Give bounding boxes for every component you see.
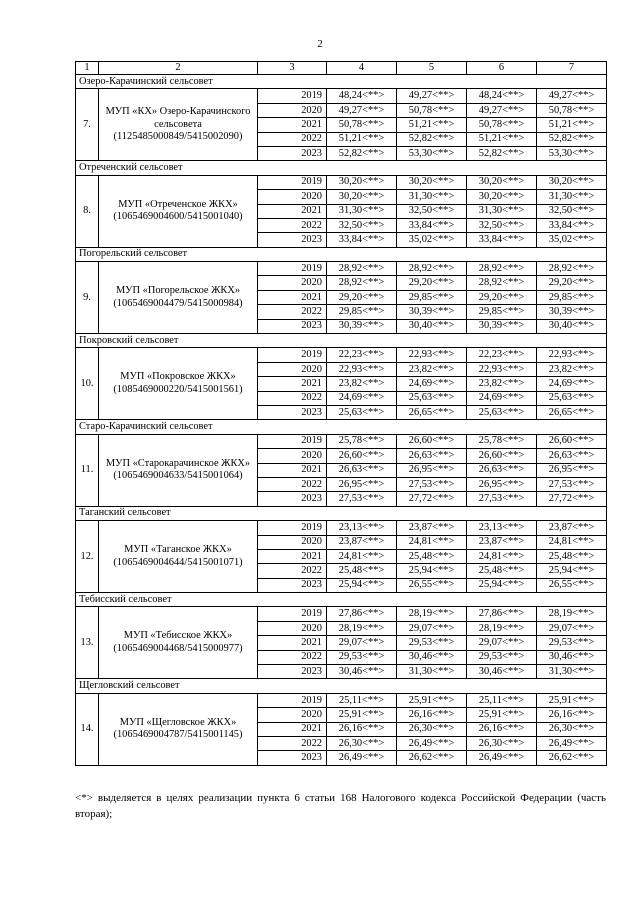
tariff-value: 26,60<**> — [537, 434, 607, 448]
tariff-value: 26,60<**> — [397, 434, 467, 448]
column-number: 1 — [76, 62, 99, 75]
table-row — [76, 175, 607, 189]
tariff-value: 30,20<**> — [327, 175, 397, 189]
year-cell: 2021 — [258, 722, 327, 736]
tariff-value: 30,40<**> — [537, 319, 607, 333]
tariff-value: 25,48<**> — [467, 564, 537, 578]
table-row — [76, 521, 607, 535]
tariff-value: 30,46<**> — [327, 665, 397, 679]
tariff-value: 49,27<**> — [537, 89, 607, 103]
section-header-row — [76, 593, 607, 607]
section-name: Щегловский сельсовет — [76, 679, 607, 693]
tariff-value: 23,87<**> — [467, 535, 537, 549]
section-name: Покровский сельсовет — [76, 334, 607, 348]
tariff-value: 25,48<**> — [537, 549, 607, 563]
tariff-value: 26,95<**> — [537, 463, 607, 477]
tariff-value: 26,49<**> — [327, 751, 397, 765]
tariff-value: 24,69<**> — [537, 377, 607, 391]
tariff-value: 30,39<**> — [397, 305, 467, 319]
year-cell: 2022 — [258, 305, 327, 319]
tariff-value: 30,20<**> — [327, 190, 397, 204]
tariff-value: 33,84<**> — [397, 218, 467, 232]
tariff-value: 26,16<**> — [537, 708, 607, 722]
tariff-value: 22,93<**> — [537, 348, 607, 362]
tariff-value: 29,85<**> — [537, 290, 607, 304]
tariff-value: 30,46<**> — [537, 650, 607, 664]
year-cell: 2020 — [258, 276, 327, 290]
tariff-value: 26,62<**> — [397, 751, 467, 765]
tariff-value: 25,11<**> — [327, 693, 397, 707]
tariff-value: 29,53<**> — [467, 650, 537, 664]
tariff-value: 30,46<**> — [397, 650, 467, 664]
tariff-value: 23,82<**> — [537, 362, 607, 376]
tariff-value: 27,53<**> — [397, 477, 467, 491]
tariff-value: 25,63<**> — [327, 405, 397, 419]
year-cell: 2022 — [258, 736, 327, 750]
year-cell: 2022 — [258, 218, 327, 232]
organization-name: МУП «Щегловское ЖКХ» (1065469004787/5415001145) — [99, 693, 258, 765]
tariff-value: 51,21<**> — [327, 132, 397, 146]
tariff-value: 25,94<**> — [327, 578, 397, 592]
tariff-value: 26,95<**> — [397, 463, 467, 477]
row-number: 11. — [76, 434, 99, 506]
tariff-value: 26,55<**> — [537, 578, 607, 592]
tariff-value: 26,30<**> — [397, 722, 467, 736]
year-cell: 2019 — [258, 262, 327, 276]
tariff-value: 35,02<**> — [537, 233, 607, 247]
year-cell: 2022 — [258, 564, 327, 578]
row-number: 12. — [76, 521, 99, 593]
tariff-value: 49,27<**> — [467, 103, 537, 117]
year-cell: 2022 — [258, 650, 327, 664]
table-row — [76, 607, 607, 621]
tariff-value: 49,27<**> — [327, 103, 397, 117]
table-row — [76, 262, 607, 276]
year-cell: 2020 — [258, 449, 327, 463]
year-cell: 2021 — [258, 377, 327, 391]
row-number: 14. — [76, 693, 99, 765]
row-number: 13. — [76, 607, 99, 679]
tariff-value: 25,48<**> — [327, 564, 397, 578]
tariff-value: 51,21<**> — [397, 118, 467, 132]
tariff-value: 26,63<**> — [327, 463, 397, 477]
year-cell: 2019 — [258, 89, 327, 103]
tariff-value: 24,69<**> — [467, 391, 537, 405]
tariff-value: 26,65<**> — [537, 405, 607, 419]
column-number: 7 — [537, 62, 607, 75]
year-cell: 2023 — [258, 233, 327, 247]
tariff-value: 30,46<**> — [467, 665, 537, 679]
tariff-value: 52,82<**> — [537, 132, 607, 146]
organization-name: МУП «Старокарачинское ЖКХ» (1065469004633/5415001064) — [99, 434, 258, 506]
year-cell: 2021 — [258, 549, 327, 563]
tariff-value: 27,86<**> — [467, 607, 537, 621]
section-name: Озеро-Карачинский сельсовет — [76, 75, 607, 89]
tariff-value: 30,40<**> — [397, 319, 467, 333]
year-cell: 2023 — [258, 146, 327, 160]
tariff-value: 28,19<**> — [537, 607, 607, 621]
tariff-value: 29,07<**> — [537, 621, 607, 635]
year-cell: 2023 — [258, 578, 327, 592]
organization-name: МУП «Отреченское ЖКХ» (1065469004600/5415001040) — [99, 175, 258, 247]
organization-name: МУП «Тебисское ЖКХ» (1065469004468/5415000977) — [99, 607, 258, 679]
tariff-value: 51,21<**> — [467, 132, 537, 146]
tariff-value: 26,16<**> — [327, 722, 397, 736]
column-number-row — [76, 62, 607, 75]
tariff-value: 29,53<**> — [327, 650, 397, 664]
tariff-value: 33,84<**> — [327, 233, 397, 247]
year-cell: 2020 — [258, 190, 327, 204]
year-cell: 2020 — [258, 621, 327, 635]
tariff-value: 26,60<**> — [467, 449, 537, 463]
section-header-row — [76, 334, 607, 348]
tariff-value: 26,30<**> — [537, 722, 607, 736]
tariff-value: 25,91<**> — [467, 708, 537, 722]
table-row — [76, 693, 607, 707]
tariff-value: 27,72<**> — [397, 492, 467, 506]
tariff-value: 52,82<**> — [327, 146, 397, 160]
tariff-value: 22,93<**> — [397, 348, 467, 362]
section-header-row — [76, 679, 607, 693]
tariff-value: 31,30<**> — [397, 190, 467, 204]
tariff-value: 25,94<**> — [467, 578, 537, 592]
year-cell: 2022 — [258, 391, 327, 405]
tariff-value: 28,92<**> — [327, 276, 397, 290]
organization-name: МУП «Погорельское ЖКХ» (1065469004479/5415000984) — [99, 262, 258, 334]
tariff-value: 29,20<**> — [327, 290, 397, 304]
tariff-value: 22,23<**> — [467, 348, 537, 362]
tariff-value: 28,92<**> — [327, 262, 397, 276]
tariff-value: 24,69<**> — [397, 377, 467, 391]
tariff-value: 30,20<**> — [397, 175, 467, 189]
tariff-value: 52,82<**> — [467, 146, 537, 160]
year-cell: 2019 — [258, 521, 327, 535]
tariff-value: 48,24<**> — [467, 89, 537, 103]
tariff-value: 30,20<**> — [467, 175, 537, 189]
tariff-value: 29,20<**> — [537, 276, 607, 290]
column-number: 3 — [258, 62, 327, 75]
tariff-value: 24,81<**> — [537, 535, 607, 549]
tariff-value: 23,87<**> — [537, 521, 607, 535]
tariff-value: 22,23<**> — [327, 348, 397, 362]
table-row — [76, 434, 607, 448]
tariff-value: 32,50<**> — [467, 218, 537, 232]
tariff-value: 25,91<**> — [537, 693, 607, 707]
section-header-row — [76, 161, 607, 175]
section-header-row — [76, 506, 607, 520]
tariff-value: 27,53<**> — [537, 477, 607, 491]
year-cell: 2022 — [258, 132, 327, 146]
tariff-value: 49,27<**> — [397, 89, 467, 103]
tariff-value: 26,63<**> — [467, 463, 537, 477]
tariff-value: 25,78<**> — [327, 434, 397, 448]
tariff-value: 28,19<**> — [467, 621, 537, 635]
tariff-value: 31,30<**> — [327, 204, 397, 218]
tariff-value: 24,69<**> — [327, 391, 397, 405]
tariff-value: 25,91<**> — [327, 708, 397, 722]
year-cell: 2021 — [258, 118, 327, 132]
section-name: Старо-Карачинский сельсовет — [76, 420, 607, 434]
tariff-value: 50,78<**> — [467, 118, 537, 132]
tariff-value: 25,63<**> — [537, 391, 607, 405]
tariff-value: 28,92<**> — [467, 276, 537, 290]
tariff-value: 26,95<**> — [467, 477, 537, 491]
tariff-value: 32,50<**> — [537, 204, 607, 218]
year-cell: 2023 — [258, 319, 327, 333]
tariff-value: 25,48<**> — [397, 549, 467, 563]
year-cell: 2019 — [258, 607, 327, 621]
tariff-value: 26,95<**> — [327, 477, 397, 491]
tariff-value: 24,81<**> — [327, 549, 397, 563]
tariff-value: 26,49<**> — [537, 736, 607, 750]
tariff-value: 33,84<**> — [467, 233, 537, 247]
tariff-value: 25,78<**> — [467, 434, 537, 448]
column-number: 5 — [397, 62, 467, 75]
tariff-value: 26,30<**> — [467, 736, 537, 750]
tariff-value: 29,07<**> — [327, 636, 397, 650]
section-name: Таганский сельсовет — [76, 506, 607, 520]
footnote: <*> выделяется в целях реализации пункта 6 статьи 168 Налогового кодекса Российской Федерации (часть вторая); — [75, 792, 606, 820]
tariff-value: 29,20<**> — [397, 276, 467, 290]
tariff-value: 25,91<**> — [397, 693, 467, 707]
tariff-value: 28,92<**> — [537, 262, 607, 276]
tariff-value: 29,85<**> — [327, 305, 397, 319]
tariff-value: 26,49<**> — [467, 751, 537, 765]
tariff-value: 31,30<**> — [467, 204, 537, 218]
organization-name: МУП «КХ» Озеро-Карачинского сельсовета (1125485000849/5415002090) — [99, 89, 258, 161]
tariff-value: 50,78<**> — [397, 103, 467, 117]
section-header-row — [76, 247, 607, 261]
tariff-value: 32,50<**> — [397, 204, 467, 218]
tariff-value: 25,94<**> — [397, 564, 467, 578]
section-header-row — [76, 420, 607, 434]
tariff-value: 53,30<**> — [537, 146, 607, 160]
tariff-value: 26,63<**> — [537, 449, 607, 463]
tariff-value: 26,16<**> — [397, 708, 467, 722]
tariff-value: 30,39<**> — [537, 305, 607, 319]
tariff-value: 26,60<**> — [327, 449, 397, 463]
tariff-value: 25,11<**> — [467, 693, 537, 707]
tariff-value: 50,78<**> — [537, 103, 607, 117]
tariff-value: 31,30<**> — [537, 190, 607, 204]
tariff-value: 26,30<**> — [327, 736, 397, 750]
tariff-value: 29,85<**> — [467, 305, 537, 319]
year-cell: 2019 — [258, 175, 327, 189]
tariff-value: 25,63<**> — [467, 405, 537, 419]
tariff-value: 22,93<**> — [327, 362, 397, 376]
year-cell: 2019 — [258, 434, 327, 448]
tariff-value: 28,19<**> — [327, 621, 397, 635]
tariff-value: 30,20<**> — [537, 175, 607, 189]
year-cell: 2022 — [258, 477, 327, 491]
tariff-value: 31,30<**> — [537, 665, 607, 679]
tariff-table — [75, 61, 607, 766]
section-name: Отреченский сельсовет — [76, 161, 607, 175]
tariff-value: 28,19<**> — [397, 607, 467, 621]
tariff-value: 51,21<**> — [537, 118, 607, 132]
page-number: 2 — [317, 38, 323, 50]
tariff-value: 24,81<**> — [397, 535, 467, 549]
tariff-value: 27,53<**> — [467, 492, 537, 506]
column-number: 4 — [327, 62, 397, 75]
tariff-value: 23,87<**> — [397, 521, 467, 535]
section-name: Тебисский сельсовет — [76, 593, 607, 607]
tariff-value: 26,16<**> — [467, 722, 537, 736]
tariff-value: 29,53<**> — [397, 636, 467, 650]
tariff-value: 23,13<**> — [327, 521, 397, 535]
tariff-value: 26,55<**> — [397, 578, 467, 592]
section-name: Погорельский сельсовет — [76, 247, 607, 261]
organization-name: МУП «Таганское ЖКХ» (1065469004644/5415001071) — [99, 521, 258, 593]
tariff-value: 53,30<**> — [397, 146, 467, 160]
row-number: 8. — [76, 175, 99, 247]
year-cell: 2023 — [258, 405, 327, 419]
tariff-value: 29,53<**> — [537, 636, 607, 650]
tariff-value: 30,20<**> — [467, 190, 537, 204]
tariff-value: 26,62<**> — [537, 751, 607, 765]
year-cell: 2021 — [258, 636, 327, 650]
year-cell: 2021 — [258, 204, 327, 218]
row-number: 10. — [76, 348, 99, 420]
tariff-value: 52,82<**> — [397, 132, 467, 146]
year-cell: 2023 — [258, 751, 327, 765]
table-body — [76, 62, 607, 766]
tariff-value: 48,24<**> — [327, 89, 397, 103]
tariff-value: 29,85<**> — [397, 290, 467, 304]
tariff-value: 23,82<**> — [327, 377, 397, 391]
tariff-value: 23,13<**> — [467, 521, 537, 535]
year-cell: 2019 — [258, 693, 327, 707]
year-cell: 2023 — [258, 492, 327, 506]
column-number: 2 — [99, 62, 258, 75]
tariff-value: 24,81<**> — [467, 549, 537, 563]
tariff-value: 29,07<**> — [467, 636, 537, 650]
column-number: 6 — [467, 62, 537, 75]
tariff-value: 27,72<**> — [537, 492, 607, 506]
tariff-value: 30,39<**> — [467, 319, 537, 333]
tariff-value: 31,30<**> — [397, 665, 467, 679]
year-cell: 2023 — [258, 665, 327, 679]
year-cell: 2020 — [258, 362, 327, 376]
section-header-row — [76, 75, 607, 89]
tariff-value: 23,87<**> — [327, 535, 397, 549]
year-cell: 2020 — [258, 535, 327, 549]
table-row — [76, 89, 607, 103]
table-row — [76, 348, 607, 362]
tariff-value: 27,53<**> — [327, 492, 397, 506]
tariff-value: 26,65<**> — [397, 405, 467, 419]
tariff-value: 50,78<**> — [327, 118, 397, 132]
tariff-value: 23,82<**> — [467, 377, 537, 391]
tariff-value: 23,82<**> — [397, 362, 467, 376]
tariff-value: 30,39<**> — [327, 319, 397, 333]
tariff-value: 28,92<**> — [397, 262, 467, 276]
tariff-value: 26,63<**> — [397, 449, 467, 463]
tariff-value: 29,07<**> — [397, 621, 467, 635]
year-cell: 2020 — [258, 103, 327, 117]
tariff-value: 35,02<**> — [397, 233, 467, 247]
tariff-value: 28,92<**> — [467, 262, 537, 276]
tariff-value: 25,63<**> — [397, 391, 467, 405]
row-number: 7. — [76, 89, 99, 161]
year-cell: 2021 — [258, 290, 327, 304]
tariff-value: 29,20<**> — [467, 290, 537, 304]
organization-name: МУП «Покровское ЖКХ» (1085469000220/5415001561) — [99, 348, 258, 420]
year-cell: 2019 — [258, 348, 327, 362]
year-cell: 2020 — [258, 708, 327, 722]
tariff-value: 26,49<**> — [397, 736, 467, 750]
year-cell: 2021 — [258, 463, 327, 477]
tariff-value: 33,84<**> — [537, 218, 607, 232]
tariff-value: 32,50<**> — [327, 218, 397, 232]
row-number: 9. — [76, 262, 99, 334]
tariff-value: 25,94<**> — [537, 564, 607, 578]
tariff-value: 27,86<**> — [327, 607, 397, 621]
tariff-value: 22,93<**> — [467, 362, 537, 376]
